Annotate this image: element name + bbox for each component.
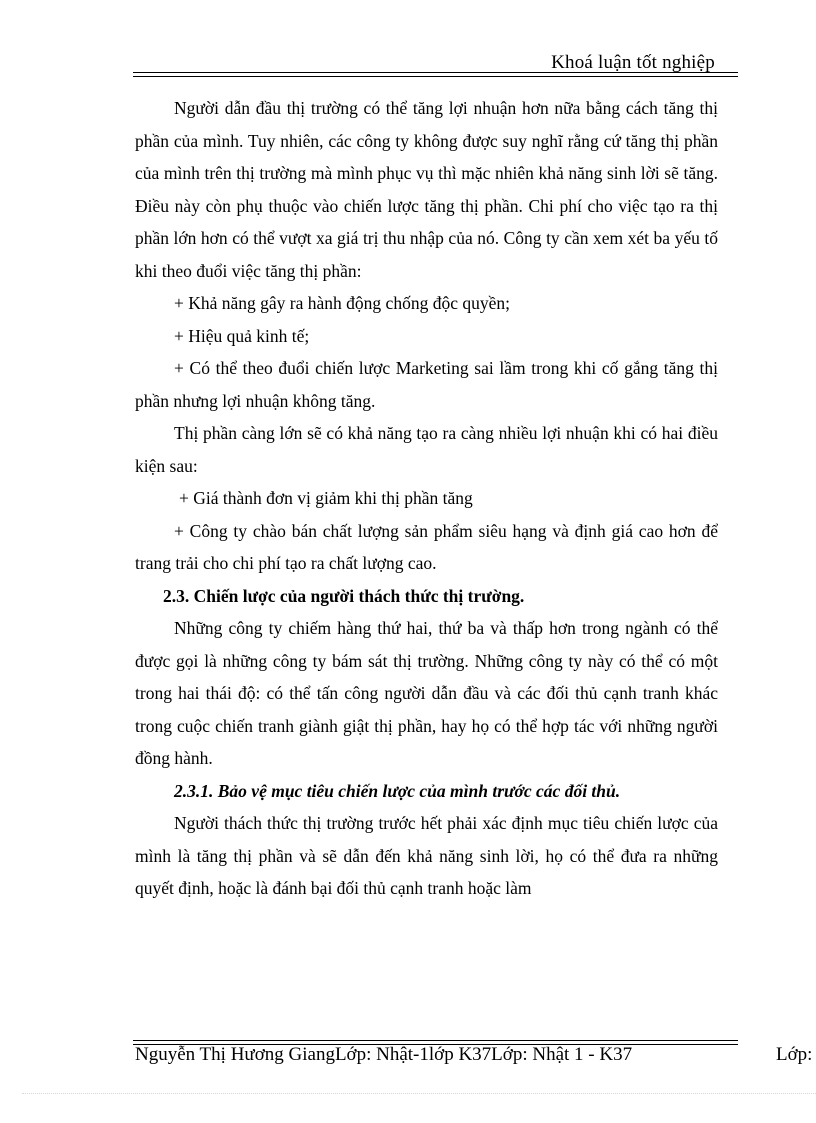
bullet-item: + Có thể theo đuổi chiến lược Marketing sai lầm trong khi cố gắng tăng thị phần nhưng lợi nhuận không tăng. <box>135 358 718 411</box>
footer-rule <box>133 1040 738 1041</box>
section-heading: 2.3. Chiến lược của người thách thức thị trường. <box>163 585 525 606</box>
paragraph: Người thách thức thị trường trước hết phải xác định mục tiêu chiến lược của mình là tăng thị phần và sẽ dẫn đến khả năng sinh lời, họ có thể đưa ra những quyết định, hoặc là đánh bại đối thủ cạnh tranh hoặc làm <box>135 813 718 898</box>
paragraph: Những công ty chiếm hàng thứ hai, thứ ba và thấp hơn trong ngành có thể được gọi là những công ty bám sát thị trường. Những công ty này có thể có một trong hai thái độ: có thể tấn công người dẫn đầu và các đối thủ cạnh tranh khác trong cuộc chiến tranh giành giật thị phần, hay họ có thể hợp tác với những người đồng hành. <box>135 618 718 768</box>
page-bottom-dotted-line <box>22 1093 816 1094</box>
header-rule-thin <box>133 76 738 77</box>
header-rule <box>133 72 738 73</box>
bullet-item: + Khả năng gây ra hành động chống độc quyền; <box>174 293 510 313</box>
document-body <box>135 92 718 905</box>
footer-author: Nguyễn Thị Hương GiangLớp: Nhật-1lớp K37Lớp: Nhật 1 - K37 <box>135 1044 633 1065</box>
header-title: Khoá luận tốt nghiệp <box>551 52 715 73</box>
footer-class: Lớp: <box>776 1044 813 1065</box>
paragraph: Thị phần càng lớn sẽ có khả năng tạo ra càng nhiều lợi nhuận khi có hai điều kiện sau: <box>135 423 718 476</box>
bullet-item: + Giá thành đơn vị giảm khi thị phần tăng <box>179 488 473 508</box>
subsection-heading: 2.3.1. Bảo vệ mục tiêu chiến lược của mình trước các đối thủ. <box>174 780 621 801</box>
bullet-item: + Hiệu quả kinh tế; <box>174 325 310 346</box>
bullet-item: + Công ty chào bán chất lượng sản phẩm siêu hạng và định giá cao hơn để trang trải cho chi phí tạo ra chất lượng cao. <box>135 520 718 573</box>
paragraph: Người dẫn đầu thị trường có thể tăng lợi nhuận hơn nữa bằng cách tăng thị phần của mình. Tuy nhiên, các công ty không được suy nghĩ rằng cứ tăng thị phần của mình trên thị trường mà mình phục vụ thì mặc nhiên khả năng sinh lời sẽ tăng. Điều này còn phụ thuộc vào chiến lược tăng thị phần. Chi phí cho việc tạo ra thị phần lớn hơn có thể vượt xa giá trị thu nhập của nó. Công ty cần xem xét ba yếu tố khi theo đuổi việc tăng thị phần: <box>135 98 718 281</box>
